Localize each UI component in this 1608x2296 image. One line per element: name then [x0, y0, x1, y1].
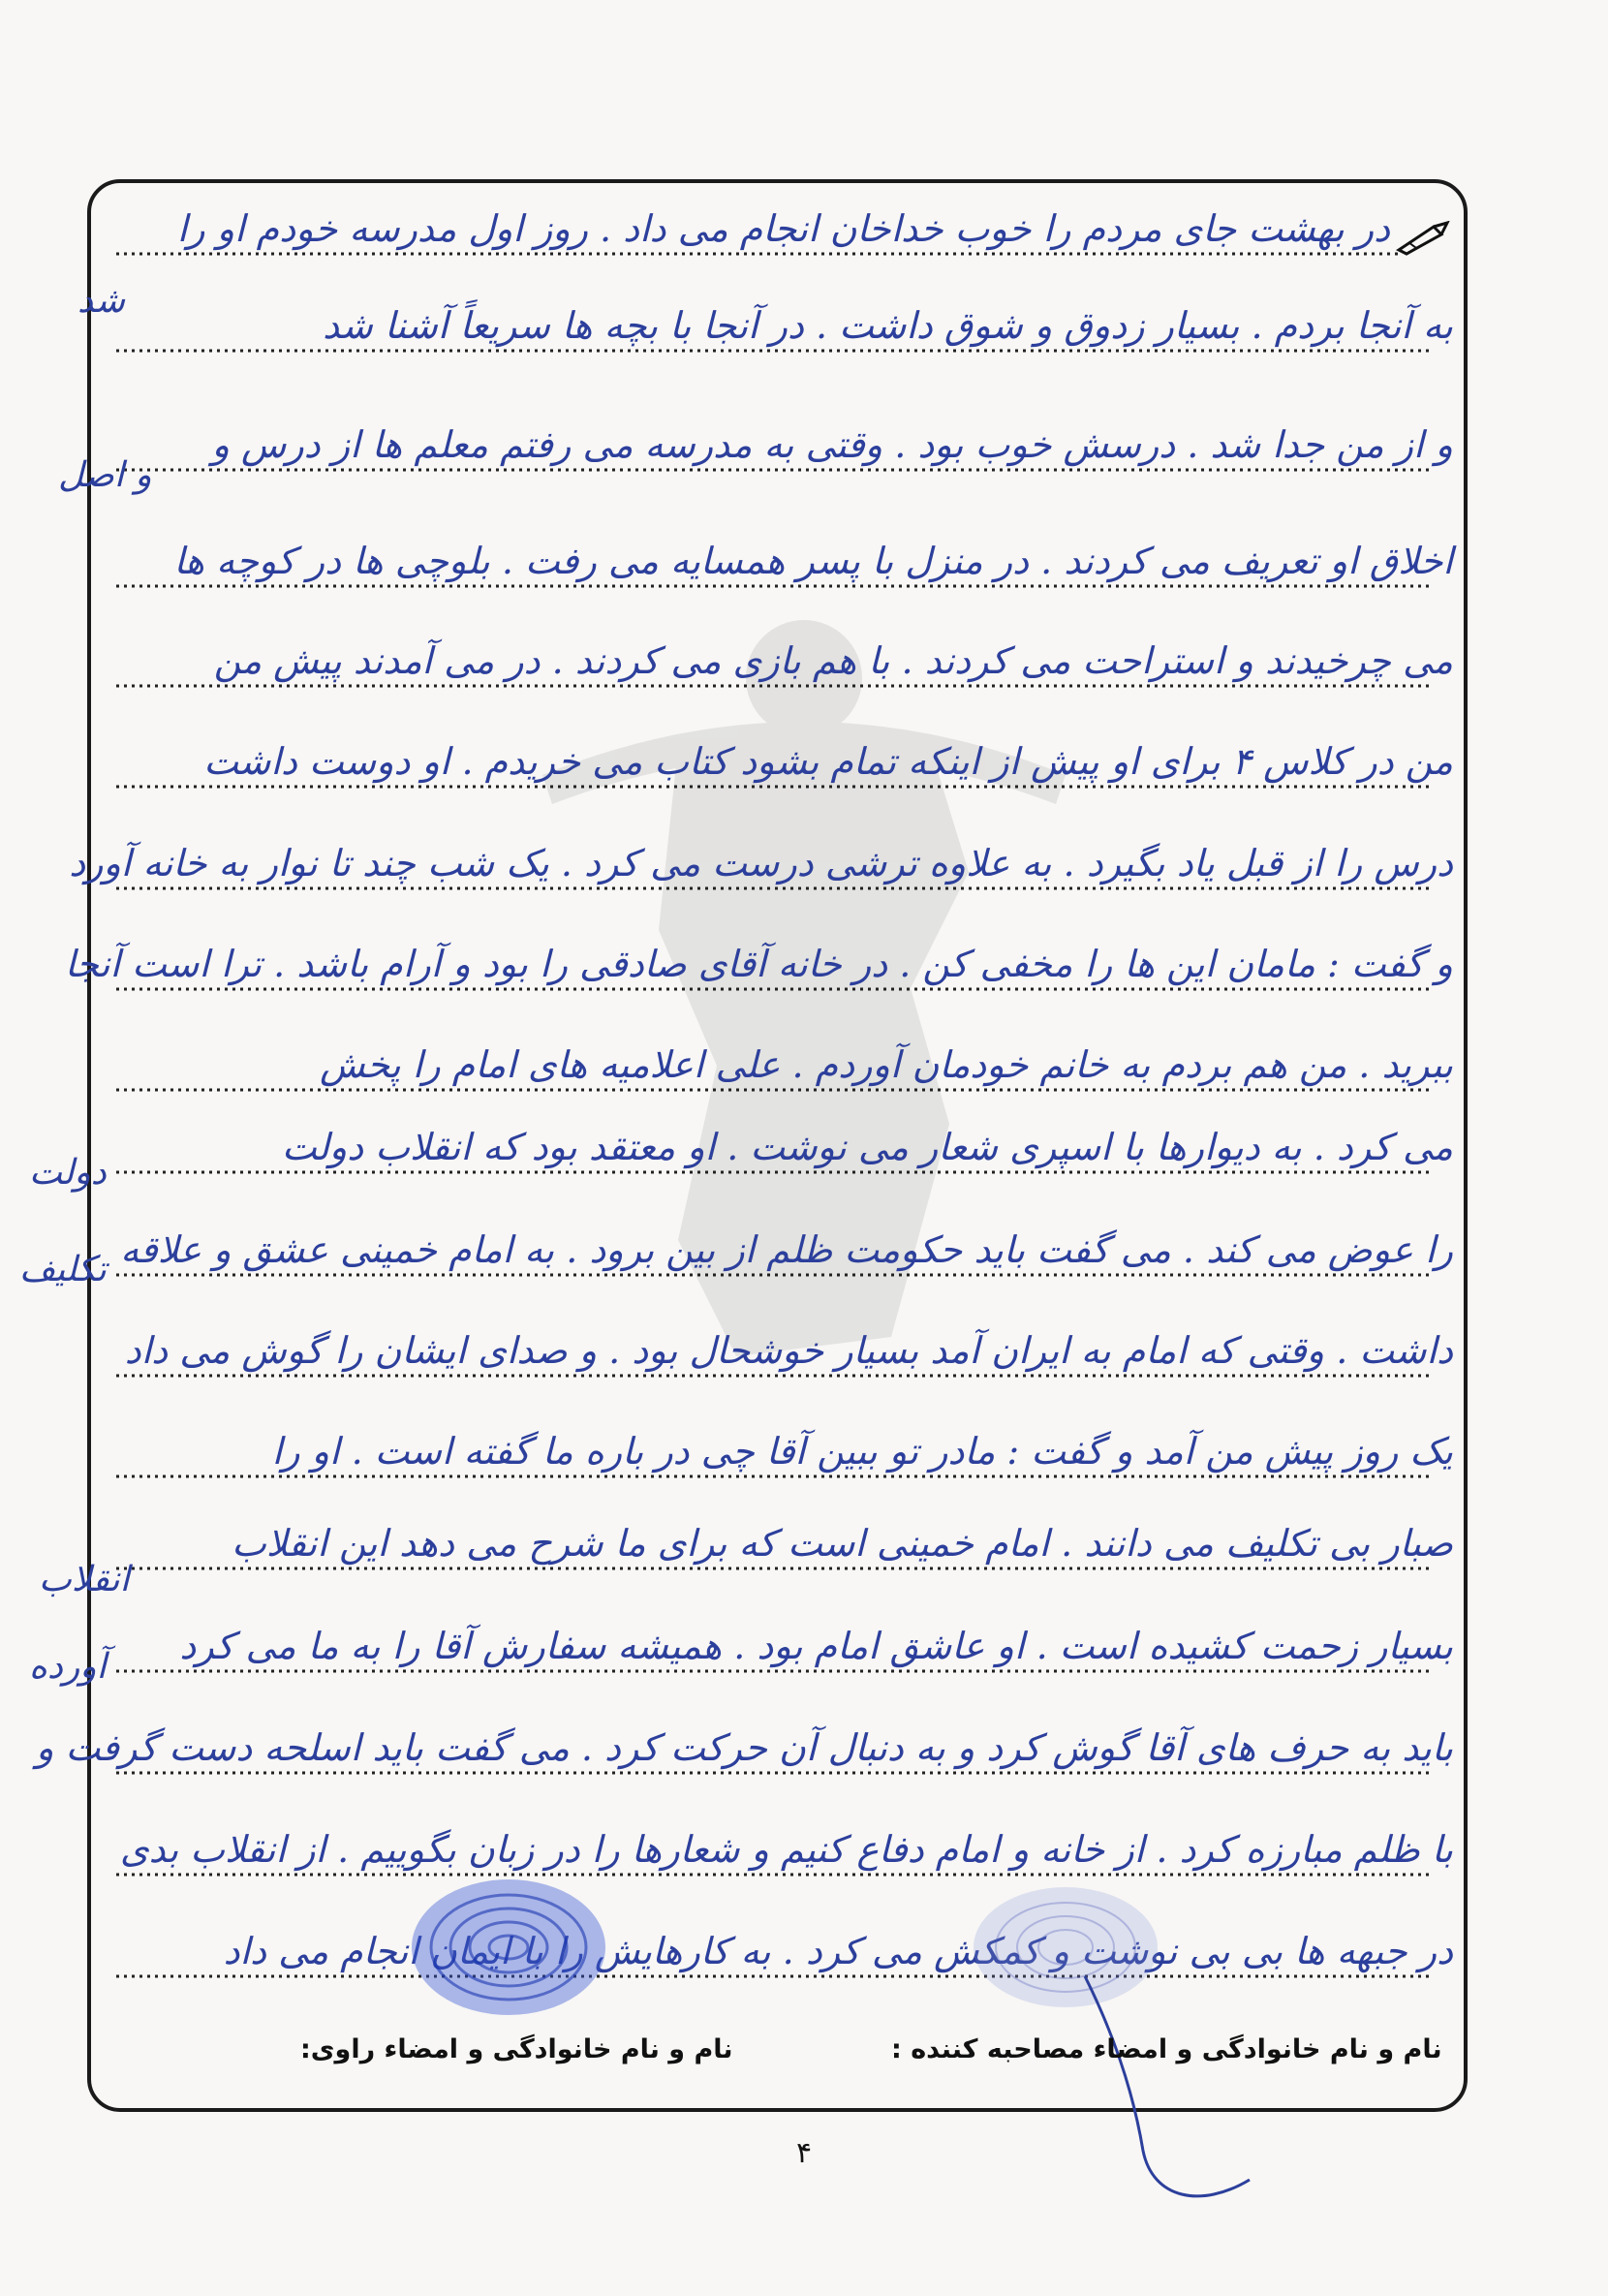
- handwritten-line-13: یک روز پیش من آمد و گفت : مادر تو ببین آقا چی در باره ما گفته است . او را: [271, 1430, 1453, 1473]
- handwritten-line-3: و از من جدا شد . درسش خوب بود . وقتی به مدرسه می رفتم معلم ها از درس و: [211, 423, 1453, 466]
- margin-note-1: شد: [77, 281, 126, 321]
- handwritten-line-16: باید به حرف های آقا گوش کرد و به دنبال آن حرکت کرد . می گفت باید اسلحه دست گرفت و: [36, 1726, 1453, 1769]
- pen-note-icon: [1395, 221, 1451, 256]
- handwritten-line-12: داشت . وقتی که امام به ایران آمد بسیار خوشحال بود . و صدای ایشان را گوش می داد: [124, 1329, 1453, 1372]
- handwritten-line-4: اخلاق او تعریف می کردند . در منزل با پسر همسایه می رفت . بلوچی ها در کوچه ها: [173, 540, 1453, 582]
- handwritten-line-11: را عوض می کند . می گفت باید حکومت ظلم از بین برود . به امام خمینی عشق و علاقه: [120, 1228, 1453, 1271]
- margin-note-5: انقلاب: [39, 1560, 130, 1599]
- handwritten-line-8: و گفت : مامان این ها را مخفی کن . در خانه آقای صادقی را بود و آرام باشد . ترا است آنجا: [64, 943, 1453, 985]
- handwritten-line-9: ببرید . من هم بردم به خانم خودمان آوردم . علی اعلامیه های امام را پخش: [320, 1043, 1453, 1086]
- margin-note-2: و اصل: [58, 455, 152, 495]
- handwritten-line-6: من در کلاس ۴ برای او پیش از اینکه تمام بشود کتاب می خریدم . او دوست داشت: [203, 740, 1453, 783]
- handwritten-line-10: می کرد . به دیوارها با اسپری شعار می نوشت . او معتقد بود که انقلاب دولت: [281, 1126, 1453, 1168]
- margin-note-6: آورده: [29, 1647, 107, 1687]
- interviewer-signature-label: نام و نام خانوادگی و امضاء مصاحبه کننده :: [891, 2034, 1442, 2064]
- handwritten-line-17: با ظلم مبارزه کرد . از خانه و امام دفاع کنیم و شعارها را در زبان بگوییم . از انقلاب بدی: [119, 1828, 1453, 1871]
- handwritten-line-7: درس را از قبل یاد بگیرد . به علاوه ترشی درست می کرد . یک شب چند تا نوار به خانه آورد: [69, 842, 1453, 884]
- margin-note-4: تکلیف: [19, 1250, 107, 1289]
- handwritten-line-5: می چرخیدند و استراحت می کردند . با هم بازی می کردند . در می آمدند پیش من: [213, 639, 1453, 682]
- handwritten-line-2: به آنجا بردم . بسیار زدوق و شوق داشت . در آنجا با بچه ها سریعاً آشنا شد: [323, 304, 1453, 347]
- handwritten-line-1: در بهشت جای مردم را خوب خداخان انجام می داد . روز اول مدرسه خودم او را: [176, 207, 1390, 250]
- margin-note-3: دولت: [29, 1153, 107, 1193]
- handwritten-line-14: صبار بی تکلیف می دانند . امام خمینی است که برای ما شرح می دهد این انقلاب: [232, 1522, 1453, 1565]
- page-number: ۴: [795, 2136, 813, 2170]
- narrator-signature-label: نام و نام خانوادگی و امضاء راوی:: [300, 2034, 733, 2064]
- handwritten-line-15: بسیار زحمت کشیده است . او عاشق امام بود . همیشه سفارش آقا را به ما می کرد: [179, 1625, 1453, 1667]
- handwritten-line-18: در جبهه ها بی بی نوشت و کمکش می کرد . به کارهایش را با ایمان انجام می داد: [223, 1930, 1453, 1972]
